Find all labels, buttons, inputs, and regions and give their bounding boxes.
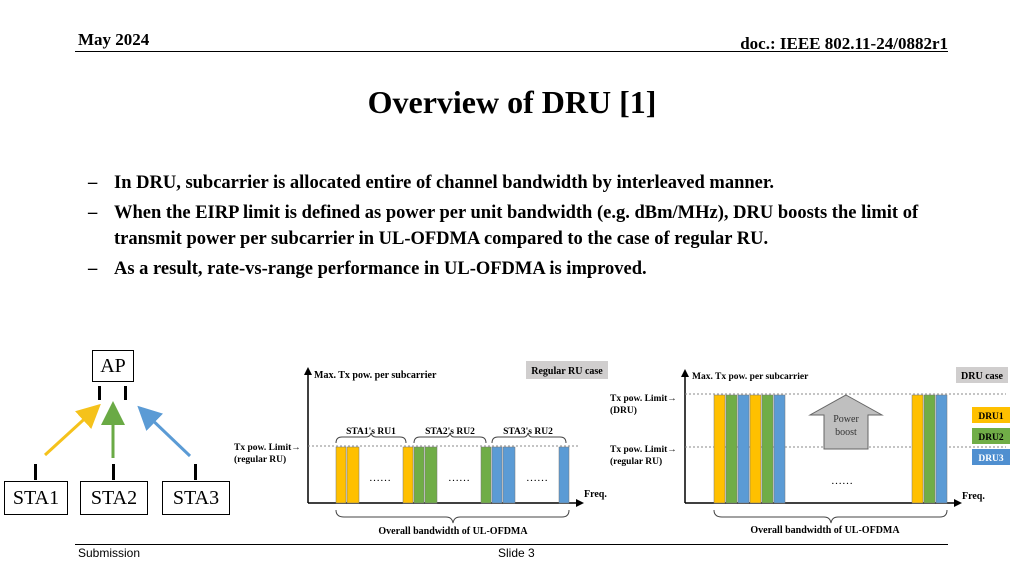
bar-sta2-b [425, 447, 437, 503]
bar-sta2-a [414, 447, 424, 503]
footer-submission: Submission [78, 546, 141, 560]
dots-sta1: …… [369, 472, 391, 484]
regular-bandwidth-label: Overall bandwidth of UL-OFDMA [378, 526, 528, 537]
power-boost-line2: boost [835, 427, 857, 438]
regular-y-arrowhead [304, 367, 312, 375]
dru-bar [738, 395, 749, 503]
bullet-marker: – [88, 173, 98, 193]
bullet-marker: – [88, 203, 98, 223]
dru-regular-limit-sub: (regular RU) [610, 457, 663, 467]
sta2-antenna [112, 464, 115, 480]
topology-arrows [0, 380, 240, 490]
legend-dru3: DRU3 [978, 454, 1004, 464]
regular-x-arrowhead [576, 499, 584, 507]
dru-bar [750, 395, 761, 503]
regular-freq-label: Freq. [584, 489, 607, 500]
regular-ru-diagram [228, 355, 618, 540]
dru-limit-label: Tx pow. Limit→ [610, 394, 677, 404]
ru-label-sta2: STA2's RU2 [425, 427, 475, 437]
dru-dots: …… [831, 475, 853, 487]
sta3-antenna [194, 464, 197, 480]
header-rule [75, 51, 948, 52]
header-date: May 2024 [78, 30, 150, 49]
bullet-item [88, 200, 958, 252]
dru-bar [912, 395, 923, 503]
bullet-marker: – [88, 259, 98, 279]
dru-y-arrowhead [681, 369, 689, 377]
dru-diagram [606, 355, 1022, 540]
bullet-text: In DRU, subcarrier is allocated entire of channel bandwidth by interleaved manner. [114, 173, 775, 193]
bar-sta3-c [559, 447, 569, 503]
bar-sta1-a [336, 447, 346, 503]
ap-antenna-right [124, 386, 127, 400]
bullet-text: As a result, rate-vs-range performance in UL-OFDMA is improved. [114, 259, 647, 279]
dots-sta2: …… [448, 472, 470, 484]
dru-freq-label: Freq. [962, 491, 985, 502]
footer-rule [75, 544, 948, 545]
dru-bar [714, 395, 725, 503]
dru-limit-sub: (DRU) [610, 406, 637, 416]
bar-sta1-b [347, 447, 359, 503]
bar-sta1-c [403, 447, 413, 503]
legend-dru2: DRU2 [978, 433, 1004, 443]
header-doc-id: doc.: IEEE 802.11-24/0882r1 [740, 34, 948, 53]
dru-bar [924, 395, 935, 503]
uplink-arrow-sta1 [45, 412, 92, 455]
dru-bar [762, 395, 773, 503]
ru-label-sta3: STA3's RU2 [503, 427, 553, 437]
sta3-box: STA3 [162, 481, 230, 515]
dru-bandwidth-label: Overall bandwidth of UL-OFDMA [750, 525, 900, 536]
bullet-item [88, 170, 958, 196]
dru-regular-limit-label: Tx pow. Limit→ [610, 445, 677, 455]
dots-sta3: …… [526, 472, 548, 484]
legend-dru1: DRU1 [978, 412, 1004, 422]
regular-bandwidth-brace [336, 510, 569, 523]
power-boost-line1: Power [833, 414, 859, 425]
ap-box: AP [92, 350, 134, 382]
dru-bar [936, 395, 947, 503]
slide-title: Overview of DRU [1] [367, 84, 657, 120]
ru-label-sta1: STA1's RU1 [346, 427, 396, 437]
dru-bar [726, 395, 737, 503]
dru-badge: DRU case [961, 371, 1003, 382]
sta2-box: STA2 [80, 481, 148, 515]
bar-sta2-c [481, 447, 491, 503]
regular-limit-sub: (regular RU) [234, 455, 287, 465]
bullet-text: When the EIRP limit is defined as power per unit bandwidth (e.g. dBm/MHz), DRU boosts the limit of transmit power per subcarrier in UL-OFDMA compared to the case of regular RU. [114, 203, 919, 249]
sta1-antenna [34, 464, 37, 480]
dru-bar [774, 395, 785, 503]
ap-antenna-left [98, 386, 101, 400]
regular-ru-badge: Regular RU case [531, 366, 603, 377]
sta1-box: STA1 [4, 481, 68, 515]
bullet-item [88, 256, 958, 282]
footer-slide-number: Slide 3 [498, 546, 535, 560]
dru-y-axis-label: Max. Tx pow. per subcarrier [692, 372, 809, 382]
dru-bandwidth-brace [714, 510, 947, 523]
bullet-list [88, 170, 958, 286]
uplink-arrow-sta3 [146, 414, 190, 456]
dru-x-arrowhead [954, 499, 962, 507]
regular-limit-label: Tx pow. Limit→ [234, 443, 301, 453]
bar-sta3-b [503, 447, 515, 503]
regular-y-axis-label: Max. Tx pow. per subcarrier [314, 370, 437, 381]
bar-sta3-a [492, 447, 502, 503]
